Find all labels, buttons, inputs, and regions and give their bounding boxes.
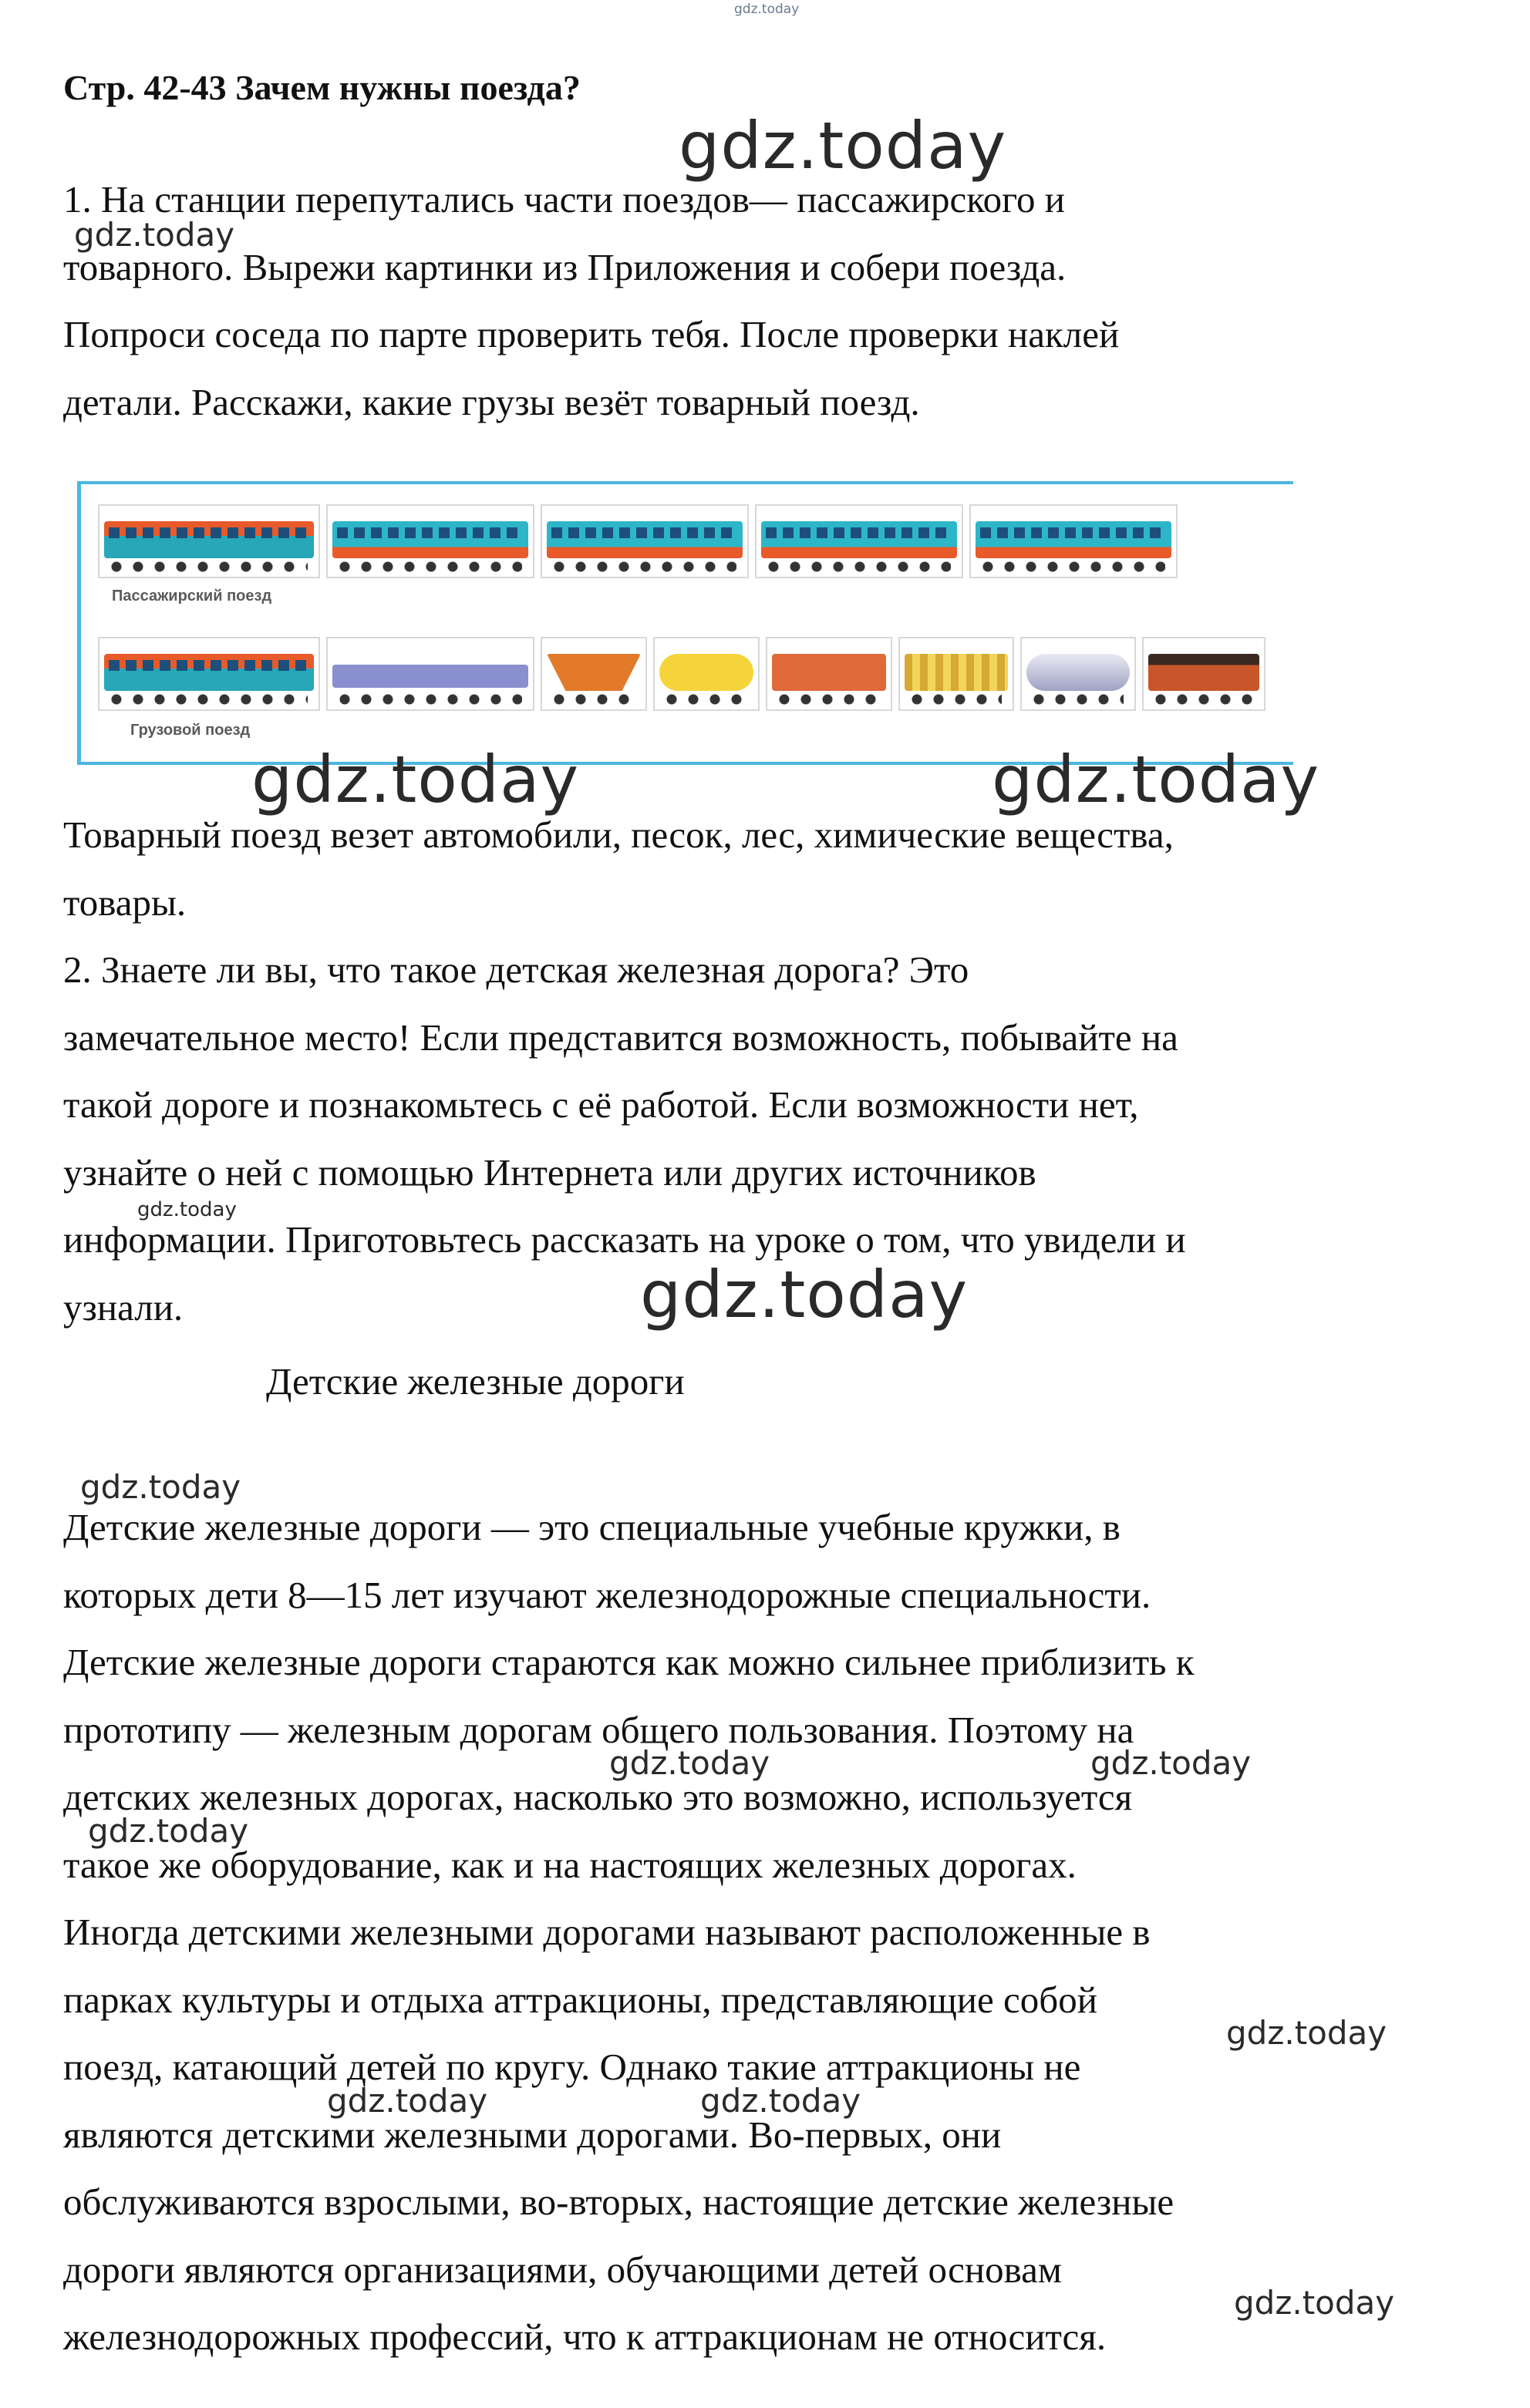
coal-car-image — [1142, 637, 1265, 711]
locomotive-image — [98, 504, 320, 578]
text-line: обслуживаются взрослыми, во-вторых, настоящие детские железные — [63, 2181, 1174, 2223]
text-line: Товарный поезд везет автомобили, песок, лес, химические вещества, — [63, 813, 1174, 856]
text-line: 1. На станции перепутались части поездов— пассажирского и — [63, 178, 1065, 221]
text-line: поезд, катающий детей по кругу. Однако такие аттракционы не — [63, 2046, 1081, 2088]
gas-tank-car-image — [1020, 637, 1136, 711]
text-line: парках культуры и отдыха аттракционы, представляющие собой — [63, 1978, 1097, 2021]
freight-train-caption: Грузовой поезд — [130, 722, 251, 739]
watermark: gdz.today — [700, 2082, 861, 2120]
watermark: gdz.today — [88, 1812, 249, 1850]
watermark: gdz.today — [74, 216, 235, 254]
text-line: детали. Расскажи, какие грузы везёт товарный поезд. — [63, 380, 920, 423]
text-line: товарного. Вырежи картинки из Приложения и собери поезда. — [63, 245, 1067, 288]
task-2-text — [63, 936, 1467, 1341]
watermark: gdz.today — [609, 1744, 770, 1782]
watermark: gdz.today — [1090, 1744, 1252, 1782]
task-1-text — [63, 166, 1467, 436]
passenger-car-image — [326, 504, 534, 578]
passenger-car-image — [969, 504, 1178, 578]
text-line: дороги являются организациями, обучающими детей основам — [63, 2248, 1062, 2291]
watermark-top: gdz.today — [734, 2, 800, 17]
section-title: Детские железные дороги — [266, 1360, 685, 1403]
text-line: узнали. — [63, 1285, 184, 1329]
text-line: информации. Приготовьтесь рассказать на уроке о том, что увидели и — [63, 1218, 1186, 1261]
watermark: gdz.today — [251, 742, 580, 817]
car-carrier-image — [326, 637, 534, 711]
page-heading: Стр. 42-43 Зачем нужны поезда? — [63, 68, 581, 107]
watermark: gdz.today — [992, 742, 1320, 817]
text-line: такое же оборудование, как и на настоящих железных дорогах. — [63, 1843, 1077, 1886]
text-line: Попроси соседа по парте проверить тебя. После проверки наклей — [63, 313, 1120, 355]
tank-car-image — [653, 637, 760, 711]
text-line: прототипу — железным дорогам общего пользования. Поэтому на — [63, 1708, 1134, 1751]
text-line: которых дети 8—15 лет изучают железнодорожные специальности. — [63, 1573, 1151, 1616]
text-line: такой дороге и познакомьтесь с её работой. Если возможности нет, — [63, 1083, 1139, 1126]
answer-1-text — [63, 801, 1467, 936]
watermark: gdz.today — [1234, 2284, 1395, 2322]
hopper-car-image — [541, 637, 647, 711]
watermark: gdz.today — [679, 108, 1007, 184]
passenger-car-image — [541, 504, 749, 578]
train-illustration — [77, 481, 1293, 765]
text-line: Иногда детскими железными дорогами называют расположенные в — [63, 1911, 1151, 1953]
passenger-train-caption: Пассажирский поезд — [112, 588, 272, 605]
text-line: Детские железные дороги — это специальные учебные кружки, в — [63, 1506, 1121, 1548]
passenger-car-image — [755, 504, 963, 578]
text-line: замечательное место! Если представится возможность, побывайте на — [63, 1015, 1178, 1059]
watermark: gdz.today — [80, 1468, 241, 1506]
watermark: gdz.today — [1226, 2014, 1387, 2052]
watermark: gdz.today — [327, 2082, 488, 2120]
watermark: gdz.today — [137, 1198, 237, 1221]
watermark: gdz.today — [640, 1257, 969, 1332]
text-line: детских железных дорогах, насколько это возможно, используется — [63, 1776, 1133, 1818]
timber-car-image — [898, 637, 1014, 711]
text-line: товары. — [63, 881, 187, 924]
text-line: узнайте о ней с помощью Интернета или других источников — [63, 1150, 1036, 1194]
article-text — [63, 1494, 1467, 2371]
text-line: Детские железные дороги стараются как можно сильнее приблизить к — [63, 1641, 1195, 1683]
text-line: 2. Знаете ли вы, что такое детская железная дорога? Это — [63, 948, 969, 991]
text-line: являются детскими железными дорогами. Во-первых, они — [63, 2113, 1002, 2156]
locomotive-image — [98, 637, 320, 711]
boxcar-image — [766, 637, 892, 711]
text-line: железнодорожных профессий, что к аттракционам не относится. — [63, 2315, 1107, 2358]
